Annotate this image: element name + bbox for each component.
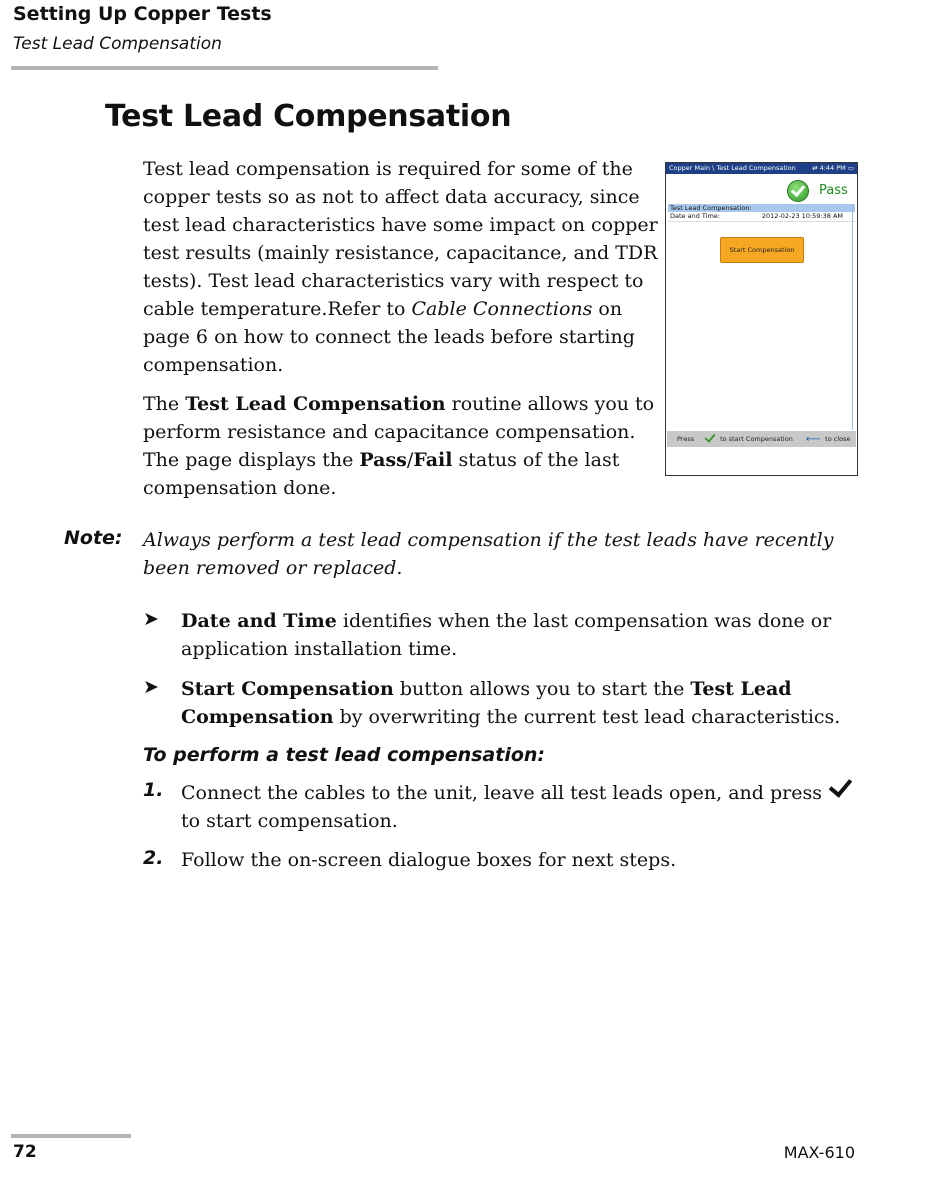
- fail-bold: Fail: [413, 449, 453, 471]
- bullet-arrow-icon: ➤: [143, 608, 159, 630]
- device-breadcrumb: Copper Main \ Test Lead Compensation: [669, 164, 796, 172]
- footer-rule: [11, 1134, 131, 1138]
- footer-start: to start Compensation: [720, 435, 793, 443]
- checkmark-icon: [829, 773, 852, 797]
- bullet-start-compensation: [181, 675, 851, 731]
- bullet-bold: Date and Time: [181, 610, 337, 632]
- device-scroll-edge: [852, 204, 853, 430]
- product-name: MAX-610: [783, 1143, 855, 1162]
- bullet-text: identifies when the last compensation was done or application installation time.: [181, 610, 832, 660]
- running-head: [13, 3, 272, 54]
- back-arrow-icon: ⟵: [805, 433, 821, 445]
- note-text: Always perform a test lead compensation if the test leads have recently been removed or replaced.: [143, 529, 834, 579]
- device-status: [666, 174, 857, 204]
- bullet-date-time: [181, 607, 851, 663]
- bullet-arrow-icon: ➤: [143, 676, 159, 698]
- cable-connections-link[interactable]: Cable Connections: [411, 298, 593, 320]
- device-clock: ⇄ 4:44 PM ▭: [812, 164, 854, 172]
- device-titlebar: [666, 163, 857, 174]
- note-label: Note:: [64, 527, 123, 549]
- bullet-bold: Test Lead Compensation: [181, 678, 792, 728]
- page-title: Test Lead Compensation: [105, 99, 512, 134]
- chapter-title: Setting Up Copper Tests: [13, 3, 272, 25]
- step-number: 1.: [143, 779, 164, 801]
- routine-paragraph: [143, 390, 663, 502]
- info-row: [668, 212, 855, 222]
- bullet-text: by overwriting the current test lead characteristics.: [333, 706, 841, 728]
- check-icon: [705, 431, 716, 443]
- header-rule: [11, 66, 438, 70]
- device-footer: [667, 431, 856, 447]
- page-number: 72: [13, 1142, 37, 1162]
- step-text-a: Connect the cables to the unit, leave all test leads open, and press: [181, 782, 822, 804]
- step-2-text: Follow the on-screen dialogue boxes for next steps.: [181, 849, 677, 871]
- procedure-heading: To perform a test lead compensation:: [143, 744, 546, 766]
- routine-text-2: routine allows you to perform resistance and capacitance compensation. The page displays the: [143, 393, 655, 471]
- start-compensation-button[interactable]: Start Compensation: [720, 237, 804, 263]
- date-value: 2012-02-23 10:59:38 AM: [761, 212, 843, 220]
- pass-bold: Pass: [359, 449, 407, 471]
- pass-check-icon: [787, 180, 809, 202]
- info-header: Test Lead Compensation:: [668, 204, 855, 212]
- section-subtitle: Test Lead Compensation: [13, 34, 222, 54]
- intro-text-a: Test lead compensation is required for some of the copper tests so as not to affect data accuracy, since test lead characteristics have some impact on copper test results (mainly resistance, capacitance, and TDR tests). Test lead characteristics vary with respect to cable temperature.Refer to: [143, 158, 658, 320]
- routine-bold-name: Test Lead Compensation: [185, 393, 446, 415]
- intro-text-b: on page 6 on how to connect the leads before starting compensation.: [143, 298, 635, 376]
- routine-text-4: status of the last compensation done.: [143, 449, 620, 499]
- bullet-text: button allows you to start the: [393, 678, 691, 700]
- date-label: Date and Time:: [670, 212, 720, 220]
- device-info-table: [668, 204, 855, 222]
- bullet-bold: Start Compensation: [181, 678, 394, 700]
- intro-paragraph: [143, 155, 663, 379]
- footer-close: to close: [825, 435, 851, 443]
- footer-press: Press: [677, 435, 695, 443]
- step-1-text: [181, 778, 861, 835]
- step-text-b: to start compensation.: [181, 810, 398, 832]
- pass-status: Pass: [819, 183, 848, 198]
- device-screenshot: [665, 162, 858, 476]
- slash: /: [406, 449, 414, 471]
- step-number: 2.: [143, 847, 164, 869]
- routine-text-1: The: [143, 393, 186, 415]
